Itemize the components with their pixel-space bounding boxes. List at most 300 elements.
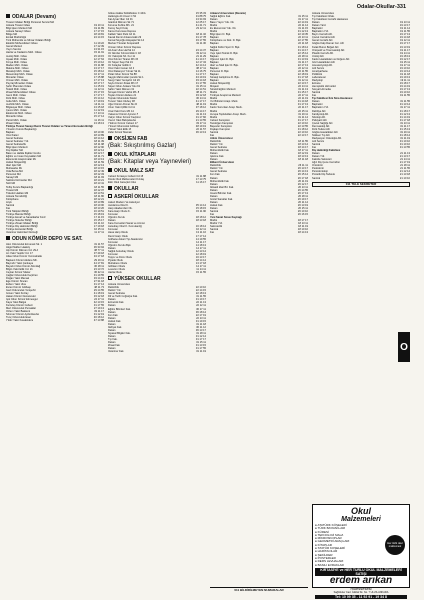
entry-name: Ege Kömür Sincan [6,279,28,283]
entry-name: Plastik Cerrahi AD. [312,51,334,55]
entry-phone: 31 11 17 [298,60,308,64]
entry-phone: 21 17 19 [399,161,410,165]
entry-phone: 22 11 19 [298,97,308,101]
entry-phone: 31 11 19 [196,350,206,354]
entry-phone: 18 13 13 [297,155,308,159]
directory-page [6,4,410,599]
entry-name: Hellenglu Ali Ünver C 52 [108,15,137,19]
entry-phone: 22 10 10 [297,130,308,134]
entry-name: Özlem Yakıt Batıkent [6,310,31,314]
entry-phone: 31 18 17 [399,109,410,113]
list-item [6,319,104,322]
entry-name: Çevre Müh. Odası [6,109,28,113]
entry-phone: 26 11 19 [298,179,308,183]
entry-name: Nöroloji AD. [312,115,326,119]
entry-phone: 16 11 10 [94,222,104,226]
entry-name: Öğretim Kurulu Bşk. [108,243,132,247]
entry-phone: 26 14 55 [297,188,308,192]
entry-name: Ankara Temsilciliği [6,194,28,198]
entry-phone: 14 17 11 [196,246,206,250]
entry-name: Kuzey Seyri Kolej [108,27,129,31]
entry-phone: 26 15 14 [297,173,308,177]
entry-phone: 31 17 18 [399,118,410,122]
entry-phone: 14 19 55 [195,237,206,241]
entry-name: Ziraat Mühendisleri Odası [6,91,36,95]
list-bilkent [210,164,308,216]
entry-name: Sağlık Kültür Spor D. Bşk. [210,45,240,49]
entry-phone: 11 15 19 [94,84,104,88]
entry-name: Öğrenci İşleri D. Bşk. [210,57,235,61]
entry-phone: 12 17 64 [93,57,104,61]
entry-phone: 22 13 17 [297,133,308,137]
list-ibnisina [312,100,410,149]
entry-phone: 24 17 11 [94,298,104,302]
entry-name: Eğitim ve İnsan Kaynakları Md [6,155,42,159]
ad-item: ● ŞEKİLDER [315,552,333,557]
entry-phone: 26 13 11 [298,185,308,189]
entry-phone: 18 12 14 [93,148,104,152]
entry-name: İlahiyat Fak. [108,325,122,329]
section-title-kitap: OKUL KİTAPLARI [108,152,206,158]
entry-phone: 33 12 11 [196,51,206,55]
entry-phone: 29 14 55 [93,288,104,292]
entry-phone: 27 19 13 [93,307,104,311]
entry-phone: 31 11 57 [94,243,104,247]
entry-phone: 18 13 11 [298,222,308,226]
entry-name: Emlak Müdürlüğü [6,36,27,40]
entry-phone: 19 17 11 [400,63,410,67]
entry-name: Müdür Yrd. [210,222,223,226]
entry-phone: 26 19 17 [297,197,308,201]
entry-phone: 17 15 88 [93,75,104,79]
entry-name: Türkiye Barolar Birliği [6,212,31,216]
entry-phone: 42 14 14 [195,63,206,67]
entry-phone: 31 17 11 [298,18,308,22]
entry-name: Tüketici Hakları Md [6,191,29,195]
entry-phone: 18 11 55 [94,185,104,189]
entry-phone: 19 18 17 [399,82,410,86]
entry-name: Dekan [210,18,218,22]
entry-phone: 18 11 71 [94,155,104,159]
entry-name: Cebeci Kırtasiye Cebeci Cd 18 [108,174,144,178]
entry-name: Dekan [108,246,116,250]
entry-name: Avrupa Toplulukları Araşt. Merk. [210,112,247,116]
entry-phone: 23 14 37 [195,48,206,52]
entry-name: Fen Fak. [210,173,221,177]
entry-phone: 19 11 17 [400,48,410,52]
entry-phone: 18 13 13 [93,158,104,162]
entry-name: Merkez Tücarat Kooperatifi [108,42,140,46]
entry-phone: 22 11 13 [196,301,206,305]
entry-phone: 26 16 15 [297,213,308,217]
entry-name: Müdür [210,115,218,119]
entry-phone: 19 14 11 [400,51,410,55]
entry-phone: 11 16 11 [94,118,104,122]
entry-phone: 12 17 34 [195,60,206,64]
square-bullet-icon [108,152,112,156]
list-odun [6,243,104,322]
entry-phone: 18 14 14 [195,258,206,262]
entry-phone: 16 15 11 [94,228,104,232]
entry-name: Hemşirelik Hizmetleri [312,85,337,89]
entry-phone: 26 11 11 [298,164,308,168]
entry-phone: 36 18 11 [94,264,104,268]
entry-name: Bölge Md [6,33,17,37]
ad-item: ● KÜRESİ [315,529,329,534]
entry-phone: 26 15 11 [298,207,308,210]
entry-name: Müdür [210,109,218,113]
entry-phone: 41 11 30 [196,42,206,46]
entry-phone: 31 17 82 [195,115,206,119]
entry-name: Öz İkimiler Kömürcülük C 18 [108,51,141,55]
entry-phone: 18 12 33 [93,173,104,177]
entry-name: Gemi Müh. Odası [6,94,27,98]
entry-name: Türkiye Esnaf ve Sanatkarlar Konf. [6,216,47,219]
entry-phone: 31 17 17 [195,337,206,341]
ad-item: ● DERS LEVHALARI [315,559,344,564]
entry-phone: 18 13 14 [297,143,308,147]
list-item [108,131,206,134]
entry-name: Ceylan Kömür Siteler [6,270,31,274]
entry-phone: 31 13 11 [400,121,410,125]
entry-name: Beşevler Kampüsü [210,124,232,128]
entry-name: Eczane [312,82,321,86]
entry-name: Strateji Geliştirme D. Bşk. [210,75,240,79]
entry-phone: 19 12 11 [400,39,410,43]
entry-phone: 22 13 55 [297,124,308,128]
entry-name: Yayın Servisi [6,48,21,52]
ad-item: ● KİTAPLAR [315,542,332,547]
entry-phone: 19 13 19 [399,45,410,49]
entry-phone: 22 13 17 [297,82,308,86]
entry-phone: 18 10 00 [93,130,104,134]
entry-name: Hukuk Fak. [108,319,122,323]
column-1 [6,12,104,590]
entry-name: Sicil Md [6,182,16,186]
entry-phone: 21 14 11 [400,158,410,162]
entry-phone: 33 11 17 [94,310,104,314]
entry-name: Eczacılık Fak. [108,301,125,305]
entry-phone: 12 25 17 [195,21,206,25]
entry-name: Başkan [210,66,219,70]
entry-name: Göğüs Hastalıkları AD. [312,130,339,134]
entry-phone: 22 14 19 [297,21,308,25]
entry-phone: 31 12 14 [195,334,206,338]
entry-name: Orman Odun Kömür Deposu [108,45,142,49]
entry-name: Ziraat Odası [6,121,21,125]
list-item [108,271,206,274]
entry-phone: 31 10 10 [399,139,410,143]
entry-phone: 14 11 11 [94,103,104,107]
entry-phone: 33 14 18 [195,79,206,83]
entry-phone: 18 14 12 [93,136,104,140]
entry-name: Harita Okulu [108,271,123,275]
entry-phone: 19 10 10 [399,66,410,70]
entry-phone: 31 13 19 [297,57,308,61]
entry-phone: 17 17 15 [93,30,104,34]
entry-name: Protetik Diş Tedavisi [312,173,336,177]
entry-phone: 21 11 13 [400,152,410,156]
entry-name: Basın Yayın Yük. Ok. [210,21,235,25]
list-item [210,231,308,234]
entry-phone: 26 14 13 [297,170,308,174]
entry-phone: 31 12 13 [399,112,410,116]
entry-phone: 16 13 17 [195,255,206,259]
entry-phone: 36 13 17 [195,328,206,332]
ad-item: ● MİKROSKOPLAR [315,536,342,541]
entry-name: Dekan [210,152,218,156]
open-square-icon [108,276,112,280]
entry-name: Türkiye Ziraat Odaları Birliği [6,222,39,226]
entry-phone: 48 19 19 [195,124,206,128]
entry-name: Bilgi İşlem Merkezi [6,145,28,149]
entry-name: Başhekim [312,103,324,107]
entry-phone: 17 19 18 [93,225,104,229]
entry-phone: 31 10 17 [195,298,206,302]
entry-name: Güzel Sanatlar Fak. [210,197,233,201]
entry-phone: 23 12 11 [196,27,206,31]
entry-phone: 22 13 11 [298,36,308,40]
entry-name: Rektörlük [210,139,221,143]
entry-phone: 19 11 11 [400,79,410,83]
entry-phone: 26 18 11 [298,194,308,198]
entry-phone: 26 17 13 [297,191,308,195]
entry-phone: 17 17 14 [195,234,206,238]
entry-name: Sönmez Kömür Aydınlıkevler [6,313,40,317]
entry-phone: 13 34 93 [195,18,206,22]
entry-phone: 15 17 14 [93,115,104,119]
entry-phone: 13 31 15 [93,48,104,52]
entry-phone: 31 13 14 [399,103,410,107]
entry-name: Ankara Üniversitesi [108,283,131,287]
entry-phone: 21 11 55 [400,167,410,171]
entry-phone: 31 11 18 [196,322,206,326]
entry-phone: 21 18 11 [400,164,410,168]
entry-phone: 26 10 10 [297,210,308,214]
footer-note: 011 BİLDİRİLMEYEN NUMARALAR [210,587,308,592]
entry-phone: 21 13 18 [399,173,410,177]
entry-name: Teftiş Kurulu Başkanlığı [6,185,34,189]
entry-phone: 14 11 17 [196,240,206,244]
section-title-okullar: OKULLAR [108,186,206,192]
entry-phone: 18 14 13 [297,231,308,235]
entry-name: Müdür [210,24,218,28]
list-odalar [6,21,104,125]
section-title-tobb: Türkiye Ticaret Sanayi Deniz Ticaret Odaları ve Ticaret Borsaları Birliği [6,124,93,128]
entry-phone: 31 17 14 [93,282,104,286]
entry-name: Uzun Yakıt Çiftlik Cd 11 [108,106,135,110]
ad-item: ● BASILI EVRAKLAR [315,562,344,567]
entry-name: Yılmaz Odunculuk Gölbaşı [108,124,139,128]
entry-name: Eğitim Bilimleri Fak. [108,307,131,311]
entry-name: Yavuz Yakıt Bahçelievler [108,118,137,122]
entry-name: Müdür [210,91,218,95]
entry-phone: 48 11 73 [94,285,104,289]
entry-phone: 11 12 11 [94,88,104,92]
entry-name: Basın ve Halkla İlişkiler Grubu [6,152,41,156]
entry-name: İdari ve Mali İşler D. Bşk. [210,63,239,67]
entry-name: Beyazıt Odun Kömür Altındağ [6,264,41,268]
entry-phone: 18 11 98 [94,142,104,146]
page-header: Odalar-Okullar-331 [356,4,406,10]
entry-name: Müdür [210,219,218,223]
entry-phone: 33 17 11 [196,121,206,125]
section-tab-o: O [398,332,410,362]
list-atilim [210,140,308,161]
entry-phone: 17 11 15 [94,216,104,219]
entry-name: Nükleer Tıp AD. [312,133,331,137]
entry-phone: 26 12 17 [297,182,308,186]
ad-item: ● ATATÜRK KÖŞELERİ [315,523,347,527]
entry-name: Yapı İşleri Teknik D. Bşk. [210,51,239,55]
entry-phone: 18 14 17 [297,146,308,150]
ad-service-bar: KIRTASİYE ve HER TÜRLÜ OKUL MALZEMELERİ SATIŞI [315,568,407,576]
list-yuksek [108,283,206,353]
entry-name: Rektörlük [210,164,221,168]
entry-name: Mert Odunculuk Pursaklar [6,307,36,311]
entry-name: Genel Sekreter Yrd. [6,139,29,143]
entry-name: İşletme Fak. [210,155,225,159]
list-item [6,231,104,234]
entry-name: Yıldız Yakıt Kavaklıdere [6,319,34,323]
entry-phone: 18 13 18 [195,219,206,223]
entry-name: Sürekli Eğitim Merkezi [210,88,236,92]
entry-phone: 15 15 17 [93,219,104,223]
entry-phone: 43 19 19 [195,75,206,79]
entry-phone: 18 13 51 [93,191,104,195]
entry-name: Yalçın Odun Kömür Keçiören [108,115,142,119]
entry-name: Jandarma Okul K. [108,204,129,208]
entry-phone: 18 17 17 [297,219,308,223]
entry-name: Kemal Soyoğlu Alayaşlar Sk 14 [108,39,145,43]
entry-phone: 19 14 19 [399,85,410,89]
entry-phone: 14 18 13 [195,243,206,247]
entry-name: Öz Yakıtçılık Sh. Kur 11 [108,54,136,58]
entry-phone: 23 13 72 [93,267,104,271]
entry-name: Sektörel Hizmetler Md [6,179,32,183]
entry-name: Dekan [108,322,116,326]
entry-phone: 18 12 13 [93,164,104,168]
entry-phone: 41 11 13 [196,112,206,116]
open-square-icon [108,194,112,198]
entry-phone: 13 11 16 [196,231,206,235]
advertisement [312,504,410,599]
entry-name: Kurtuluş Kömür Cebeci [6,304,33,308]
entry-phone: 17 17 13 [93,78,104,82]
see-also-kitap: (Bak: Kitaplar veya Yayınevleri) [108,158,192,165]
entry-phone: 41 14 17 [195,57,206,61]
entry-name: Fakülte Sekreteri [312,158,332,162]
column-4 [312,12,410,502]
entry-phone: 19 13 14 [399,69,410,73]
entry-name: Jeofizik Müh. Odası [6,103,29,107]
entry-name: Dekan Yard. [312,24,327,28]
entry-phone: 18 13 26 [93,206,104,210]
entry-name: Genel Sekreter [6,136,24,140]
entry-phone: 22 19 35 [297,33,308,37]
entry-phone: 13 17 17 [93,66,104,70]
entry-phone: 18 12 37 [93,188,104,192]
entry-phone: 22 13 11 [196,316,206,320]
entry-phone: 16 17 11 [94,72,104,76]
entry-name: Başkent Kömür Akdere Mh. [6,258,38,262]
entry-name: Ankara Sanayi Odası [6,30,31,34]
entry-phone: 15 18 12 [93,69,104,73]
entry-name: Genel Sekreter [108,292,126,296]
entry-phone: 14 16 75 [195,69,206,73]
entry-phone: 15 35 33 [195,12,206,15]
entry-phone: 31 12 19 [93,313,104,317]
entry-name: Kara Harp Okulu K. [108,210,131,214]
entry-name: Tandoğan Kampüsü [210,121,234,125]
entry-name: Çocuk Cerrahisi AD. [312,36,336,40]
section-title-malz: OKUL MALZ SAT [108,168,206,174]
entry-name: Hakan Kömür Demetevler [6,295,36,299]
entry-phone: 15 17 15 [93,91,104,95]
entry-name: Kulak Burun Boğaz AD. [312,45,340,49]
entry-name: Alp Kömür Dikmen Cd. 29 A [6,249,39,253]
entry-name: Psikiyatri AD. [312,118,328,122]
entry-phone: 15 19 15 [93,54,104,58]
entry-name: Rektör Yrd. [210,167,224,171]
ad-item: ● GEOMETRİ ARAÇLARI [315,539,350,544]
entry-phone: 31 19 11 [400,130,410,134]
entry-phone: 31 88 75 [195,15,206,19]
column-3 [210,12,308,590]
entry-phone: 18 11 19 [298,225,308,229]
entry-name: Sağlık Astsubay Okulu [108,249,134,253]
entry-phone: 18 11 55 [298,139,308,143]
entry-name: Bilgisayar Müh. Odası [6,106,32,110]
entry-phone: 13 18 13 [93,121,104,125]
entry-phone: 27 31 18 [93,279,104,283]
entry-name: Toprak Odunculuk Siteler [108,97,137,101]
entry-name: Öğretim Kurulu [108,216,126,220]
entry-name: İnsani Bilimler Fak. [210,191,232,195]
section-title-oksijen: OKSİJEN FAB [108,136,206,142]
entry-name: Müdür [210,97,218,101]
entry-phone: 22 18 13 [195,292,206,296]
entry-name: Ticaret Odaları Birliği Personel Servisi Md [6,21,54,24]
entry-name: Elektronik Müh. Odası [6,112,32,116]
section-title-ibnisina: Tıp Fakültesi İbni Sina Hastanesi [312,97,353,101]
entry-name: İstanbul Dikmen Sk 71 [108,21,134,25]
entry-phone: 21 11 29 [196,54,206,58]
entry-name: Sekreterlik [210,225,223,229]
entry-name: Harita ve Kadastro Müh. Odası [6,51,42,55]
entry-phone: 18 11 32 [196,33,206,37]
entry-phone: 19 12 17 [399,57,410,61]
entry-name: Genel Cerrahi AD. [312,39,334,43]
entry-name: Santral [312,176,321,180]
entry-phone: 33 12 18 [195,94,206,98]
entry-phone: 22 14 15 [195,289,206,293]
entry-name: Dekan [108,328,116,332]
entry-name: Atlas Odun Kömür Yenimahalle [6,255,42,259]
entry-name: Radyasyon Onkolojisi AD. [312,136,342,140]
entry-name: Başhekim Yrd. [312,30,329,34]
entry-phone: 18 12 17 [93,152,104,156]
entry-phone: 31 10 10 [399,143,410,147]
entry-phone: 33 12 18 [93,295,104,299]
ad-item: ● POSTERLER [315,555,336,560]
entry-phone: 29 14 17 [195,109,206,113]
section-title-dis: Diş Hekimliği Fakültesi [312,149,341,153]
entry-phone: 11 12 19 [94,109,104,113]
entry-name: Sevgi Yakıt Yenişehir Cd 26 [108,79,140,83]
entry-phone: 31 15 11 [298,15,308,19]
entry-phone: 41 17 17 [195,100,206,104]
